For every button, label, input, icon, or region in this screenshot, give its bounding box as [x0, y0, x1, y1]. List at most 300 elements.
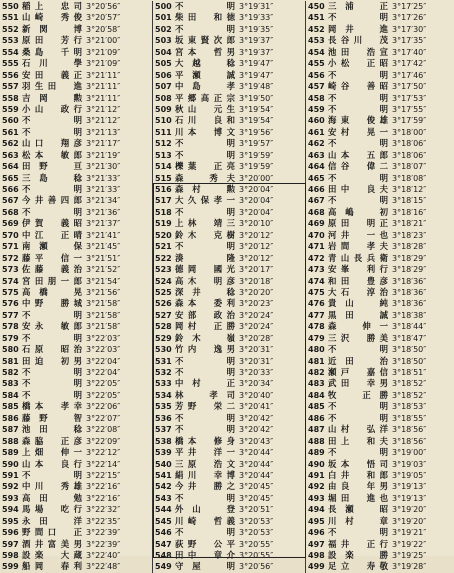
finish-time: 3°18′12″ [392, 185, 427, 194]
finish-time: 3°19′33″ [239, 13, 274, 23]
finish-time: 3°19′00″ [392, 448, 427, 458]
runner-name: 永田 洋 [22, 515, 82, 526]
result-row [153, 264, 306, 275]
runner-name: 河井 一也 [328, 229, 388, 240]
finish-time: 3°22′05″ [86, 390, 121, 400]
runner-name: 不 明 [22, 126, 82, 137]
result-row [0, 356, 152, 367]
result-row [153, 527, 306, 538]
result-row [306, 401, 454, 412]
result-row [306, 298, 454, 309]
result-row [153, 150, 306, 161]
rank-number: 484 [308, 390, 325, 400]
rank-number: 451 [308, 13, 325, 23]
finish-time: 3°20′44″ [239, 470, 274, 480]
result-row [0, 424, 152, 435]
finish-time: 3°20′44″ [239, 448, 274, 458]
result-row [306, 436, 454, 447]
rank-number: 584 [2, 390, 19, 400]
result-row [306, 253, 454, 264]
rank-number: 504 [155, 47, 172, 57]
finish-time: 3°19′28″ [392, 562, 427, 572]
finish-time: 3°20′45″ [239, 493, 274, 503]
result-row [153, 58, 306, 69]
result-row [306, 161, 454, 172]
runner-name: 小山 政行 [22, 103, 82, 114]
finish-time: 3°17′35″ [392, 36, 427, 46]
runner-name: 芳野 栄二 [175, 401, 235, 412]
runner-name: 不 明 [22, 469, 82, 480]
result-row [153, 207, 306, 218]
finish-time: 3°17′50″ [392, 82, 427, 92]
rank-number: 460 [308, 116, 325, 126]
result-row [0, 218, 152, 229]
rank-number: 505 [155, 59, 172, 69]
result-row [153, 310, 306, 321]
runner-name: 近田 治 [328, 355, 388, 366]
finish-time: 3°20′12″ [239, 230, 274, 240]
rank-number: 590 [2, 459, 19, 469]
runner-name: 不 明 [328, 12, 388, 23]
finish-time: 3°21′11″ [86, 93, 121, 103]
rank-number: 480 [308, 345, 325, 355]
finish-time: 3°22′48″ [86, 562, 121, 572]
runner-name: 守屋 明 [175, 561, 235, 572]
runner-name: 原田 芳行 [22, 35, 82, 46]
rank-number: 564 [2, 162, 19, 172]
runner-name: 不 明 [328, 412, 388, 423]
finish-time: 3°19′25″ [392, 551, 427, 560]
result-row [0, 195, 152, 206]
runner-name: 不 明 [328, 447, 388, 458]
result-row [153, 447, 306, 458]
runner-name: 南瀬 保 [22, 241, 82, 252]
finish-time: 3°19′13″ [392, 493, 427, 503]
result-row [0, 321, 152, 332]
finish-time: 3°20′43″ [239, 436, 274, 446]
finish-time: 3°19′22″ [392, 539, 427, 549]
rank-number: 579 [2, 333, 19, 343]
result-row [153, 470, 306, 481]
result-row [0, 481, 152, 492]
results-column-3 [305, 1, 454, 573]
finish-time: 3°18′52″ [392, 379, 427, 389]
rank-number: 551 [2, 13, 19, 23]
result-row [306, 184, 454, 195]
result-row [153, 230, 306, 241]
finish-time: 3°19′35″ [239, 24, 274, 34]
runner-name: 平郷高正宗 [175, 92, 235, 103]
finish-time: 3°22′15″ [86, 470, 121, 480]
result-row [306, 493, 454, 504]
result-row [0, 58, 152, 69]
runner-name: 坂東賢次郎 [175, 35, 235, 46]
runner-name: 酒井富美男 [22, 538, 82, 549]
result-row [306, 115, 454, 126]
rank-number: 474 [308, 276, 325, 286]
rank-number: 532 [155, 368, 172, 377]
runner-name: 中野 勝城 [22, 298, 82, 309]
finish-time: 3°18′50″ [392, 356, 427, 366]
finish-time: 3°19′59″ [239, 150, 274, 160]
finish-time: 3°20′31″ [239, 345, 274, 355]
rank-number: 520 [155, 230, 172, 240]
result-row [306, 539, 454, 550]
runner-name: 藤野 智 [22, 412, 82, 423]
result-row [0, 390, 152, 401]
rank-number: 540 [155, 459, 172, 469]
runner-name: 不 明 [328, 103, 388, 114]
finish-time: 3°19′47″ [239, 70, 274, 80]
rank-number: 472 [308, 253, 325, 263]
rank-number: 560 [2, 116, 19, 126]
runner-name: 大越 稔 [175, 58, 235, 69]
finish-time: 3°21′00″ [86, 36, 121, 46]
rank-number: 556 [2, 70, 19, 80]
rank-number: 498 [308, 551, 325, 560]
rank-number: 588 [2, 436, 19, 446]
runner-name: 石原 昭治 [22, 344, 82, 355]
finish-time: 3°20′00″ [239, 173, 274, 183]
result-row [306, 58, 454, 69]
finish-time: 3°19′54″ [239, 104, 274, 114]
rank-number: 478 [308, 322, 325, 332]
finish-time: 3°17′59″ [392, 116, 427, 126]
rank-number: 511 [155, 127, 172, 137]
rank-number: 593 [2, 493, 19, 503]
runner-name: 森村 勲 [175, 184, 235, 194]
runner-name: 大石 淳治 [328, 286, 388, 297]
result-row [306, 241, 454, 252]
rank-number: 565 [2, 173, 19, 183]
runner-name: 田上 和夫 [328, 435, 388, 446]
rank-number: 524 [155, 276, 172, 286]
result-row [306, 207, 454, 218]
runner-name: 不 明 [328, 138, 388, 149]
result-row [306, 127, 454, 138]
rank-number: 525 [155, 287, 172, 297]
rank-number: 493 [308, 493, 325, 503]
finish-time: 3°18′36″ [392, 299, 427, 309]
result-row [0, 516, 152, 527]
rank-number: 559 [2, 104, 19, 114]
runner-name: 不 明 [22, 309, 82, 320]
runner-name: 田中 章介 [175, 550, 235, 560]
finish-time: 3°20′56″ [86, 2, 121, 11]
result-row [306, 424, 454, 435]
result-row [306, 459, 454, 470]
rank-number: 535 [155, 402, 172, 412]
rank-number: 537 [155, 425, 172, 435]
rank-number: 477 [308, 310, 325, 320]
result-row [0, 81, 152, 92]
rank-number: 510 [155, 116, 172, 126]
result-row [306, 310, 454, 321]
finish-time: 3°20′55″ [239, 551, 274, 560]
runner-name: 不 明 [22, 184, 82, 194]
runner-name: 德岡 國光 [175, 264, 235, 275]
result-row [153, 459, 306, 470]
rank-number: 585 [2, 402, 19, 412]
result-row [0, 1, 152, 12]
runner-name: 安田 義正 [22, 69, 82, 80]
finish-time: 3°19′54″ [239, 116, 274, 126]
runner-name: 不 明 [175, 206, 235, 217]
rank-number: 548 [155, 551, 172, 560]
result-row [153, 504, 306, 515]
rank-number: 462 [308, 139, 325, 149]
result-row [306, 24, 454, 35]
finish-time: 3°19′47″ [239, 59, 274, 69]
rank-number: 531 [155, 356, 172, 366]
result-row [153, 436, 306, 447]
result-row [306, 413, 454, 424]
runner-name: 山本 良行 [22, 458, 82, 469]
finish-time: 3°21′17″ [86, 139, 121, 149]
result-row [0, 173, 152, 184]
rank-number: 450 [308, 2, 325, 11]
result-row [306, 138, 454, 149]
result-row [153, 413, 306, 424]
result-row [306, 378, 454, 389]
runner-name: 不 明 [328, 172, 388, 183]
result-row [0, 527, 152, 538]
result-row [306, 390, 454, 401]
rank-number: 561 [2, 127, 19, 137]
finish-time: 3°21′11″ [86, 70, 121, 80]
result-row [0, 333, 152, 344]
finish-time: 3°21′41″ [86, 230, 121, 240]
result-row [153, 12, 306, 23]
runner-name: 上林 靖三 [175, 218, 235, 229]
finish-time: 3°21′12″ [86, 104, 121, 114]
rank-number: 580 [2, 345, 19, 355]
finish-time: 3°18′36″ [392, 287, 427, 297]
runner-name: 平井 洋一 [175, 447, 235, 458]
rank-number: 596 [2, 528, 19, 538]
rank-number: 467 [308, 196, 325, 206]
runner-name: 林 孝司 [175, 389, 235, 400]
finish-time: 3°18′28″ [392, 242, 427, 252]
runner-name: 川崎 哲義 [175, 515, 235, 526]
result-row [0, 93, 152, 104]
finish-time: 3°21′33″ [86, 173, 121, 183]
result-row [153, 93, 306, 104]
runner-name: 中村 正 [175, 378, 235, 389]
rank-number: 516 [155, 185, 172, 194]
result-row [306, 218, 454, 229]
result-row [306, 447, 454, 458]
runner-name: 山村 弘洋 [328, 424, 388, 435]
result-row [306, 367, 454, 378]
result-row [306, 195, 454, 206]
runner-name: 不 明 [175, 367, 235, 377]
finish-time: 3°18′52″ [392, 390, 427, 400]
result-row [0, 561, 152, 572]
rank-number: 459 [308, 104, 325, 114]
finish-time: 3°19′59″ [239, 162, 274, 172]
runner-name: 池田 稔 [22, 424, 82, 435]
runner-name: 伊賀 義昭 [22, 218, 82, 229]
runner-name: 稲上 忠司 [22, 1, 82, 11]
result-row [306, 470, 454, 481]
finish-time: 3°21′09″ [86, 59, 121, 69]
rank-number: 523 [155, 265, 172, 275]
rank-number: 515 [155, 173, 172, 183]
finish-time: 3°20′18″ [239, 276, 274, 286]
result-row [306, 264, 454, 275]
runner-name: 不 明 [175, 412, 235, 423]
rank-number: 544 [155, 505, 172, 515]
result-row [0, 470, 152, 481]
result-row [306, 276, 454, 287]
result-row [306, 527, 454, 538]
result-row [0, 401, 152, 412]
runner-name: 外山 登 [175, 504, 235, 515]
finish-time: 3°18′47″ [392, 333, 427, 343]
rank-number: 500 [155, 2, 172, 11]
runner-name: 武田 幸男 [328, 378, 388, 389]
runner-name: 高嶋 初 [328, 206, 388, 217]
rank-number: 592 [2, 482, 19, 492]
result-row [0, 436, 152, 447]
rank-number: 490 [308, 459, 325, 469]
rank-number: 597 [2, 539, 19, 549]
runner-name: 不 明 [22, 378, 82, 389]
result-row [153, 47, 306, 58]
runner-name: 不 明 [328, 401, 388, 412]
result-row [0, 184, 152, 195]
finish-time: 3°21′52″ [86, 265, 121, 275]
runner-name: 佐藤 義治 [22, 264, 82, 275]
runner-name: 不 明 [22, 367, 82, 377]
rank-number: 553 [2, 36, 19, 46]
finish-time: 3°21′56″ [86, 287, 121, 297]
rank-number: 491 [308, 470, 325, 480]
rank-number: 497 [308, 539, 325, 549]
result-row [0, 47, 152, 58]
finish-time: 3°18′23″ [392, 230, 427, 240]
result-row [153, 539, 306, 550]
result-row [153, 516, 306, 527]
runner-name: 不 明 [175, 23, 235, 34]
rank-number: 487 [308, 425, 325, 435]
rank-number: 547 [155, 539, 172, 549]
rank-number: 549 [155, 562, 172, 572]
rank-number: 558 [2, 93, 19, 103]
rank-number: 576 [2, 299, 19, 309]
runner-name: 長谷川 茂 [328, 35, 388, 46]
finish-time: 3°21′33″ [86, 185, 121, 194]
finish-time: 3°20′58″ [86, 24, 121, 34]
runner-name: 長瀬 昭 [328, 504, 388, 515]
rank-number: 587 [2, 425, 19, 435]
finish-time: 3°22′39″ [86, 528, 121, 538]
runner-name: 黒田 誠 [328, 309, 388, 320]
rank-number: 494 [308, 505, 325, 515]
finish-time: 3°22′05″ [86, 379, 121, 389]
runner-name: 設楽 勝 [328, 550, 388, 560]
result-row [0, 35, 152, 46]
result-row [0, 253, 152, 264]
result-row [0, 127, 152, 138]
runner-name: 川本 博文 [175, 126, 235, 137]
finish-time: 3°18′00″ [392, 127, 427, 137]
runner-name: 足立 寿敬 [328, 561, 388, 572]
rank-number: 573 [2, 265, 19, 275]
runner-name: 湊 隆 [175, 252, 235, 263]
rank-number: 562 [2, 139, 19, 149]
rank-number: 528 [155, 322, 172, 332]
finish-time: 3°20′23″ [239, 299, 274, 309]
finish-time: 3°20′04″ [239, 207, 274, 217]
result-row [306, 93, 454, 104]
rank-number: 452 [308, 24, 325, 34]
rank-number: 529 [155, 333, 172, 343]
runner-name: 不 明 [175, 241, 235, 252]
result-row [153, 241, 306, 252]
runner-name: 鈴木 嶺 [175, 332, 235, 343]
runner-name: 田中 良夫 [328, 184, 388, 194]
runner-name: 岡村 正勝 [175, 321, 235, 332]
rank-number: 554 [2, 47, 19, 57]
rank-number: 455 [308, 59, 325, 69]
finish-time: 3°22′03″ [86, 345, 121, 355]
rank-number: 538 [155, 436, 172, 446]
finish-time: 3°19′21″ [392, 528, 427, 538]
finish-time: 3°20′04″ [239, 185, 274, 194]
runner-name: 由良 年男 [328, 481, 388, 492]
finish-time: 3°17′26″ [392, 13, 427, 23]
result-row [306, 287, 454, 298]
result-row [153, 173, 306, 184]
result-row [153, 561, 306, 572]
finish-time: 3°21′13″ [86, 127, 121, 137]
rank-number: 475 [308, 287, 325, 297]
finish-time: 3°20′20″ [239, 287, 274, 297]
runner-name: 不 明 [328, 92, 388, 103]
runner-name: 橋本 修身 [175, 435, 235, 446]
runner-name: 信谷 偉二 [328, 161, 388, 172]
runner-name: 藤平 信一 [22, 252, 82, 263]
finish-time: 3°21′54″ [86, 276, 121, 286]
finish-time: 3°18′29″ [392, 253, 427, 263]
result-row [153, 321, 306, 332]
result-row [0, 115, 152, 126]
result-row [0, 310, 152, 321]
runner-name: 海東 俊雄 [328, 115, 388, 126]
runner-name: 宮本 哲男 [175, 46, 235, 57]
result-row [153, 367, 306, 378]
result-row [306, 333, 454, 344]
rank-number: 517 [155, 196, 172, 206]
finish-time: 3°22′04″ [86, 368, 121, 377]
rank-number: 577 [2, 310, 19, 320]
finish-time: 3°20′57″ [86, 13, 121, 23]
result-row [0, 413, 152, 424]
runner-name: 鈴木 克樹 [175, 229, 235, 240]
runner-name: 不 明 [175, 355, 235, 366]
rank-number: 542 [155, 482, 172, 492]
finish-time: 3°21′30″ [86, 162, 121, 172]
rank-number: 521 [155, 242, 172, 252]
finish-time: 3°19′13″ [392, 482, 427, 492]
result-row [153, 493, 306, 504]
runner-name: 山本 五郎 [328, 149, 388, 160]
result-row [153, 24, 306, 35]
runner-name: 安峯 利行 [328, 264, 388, 275]
result-row [306, 35, 454, 46]
